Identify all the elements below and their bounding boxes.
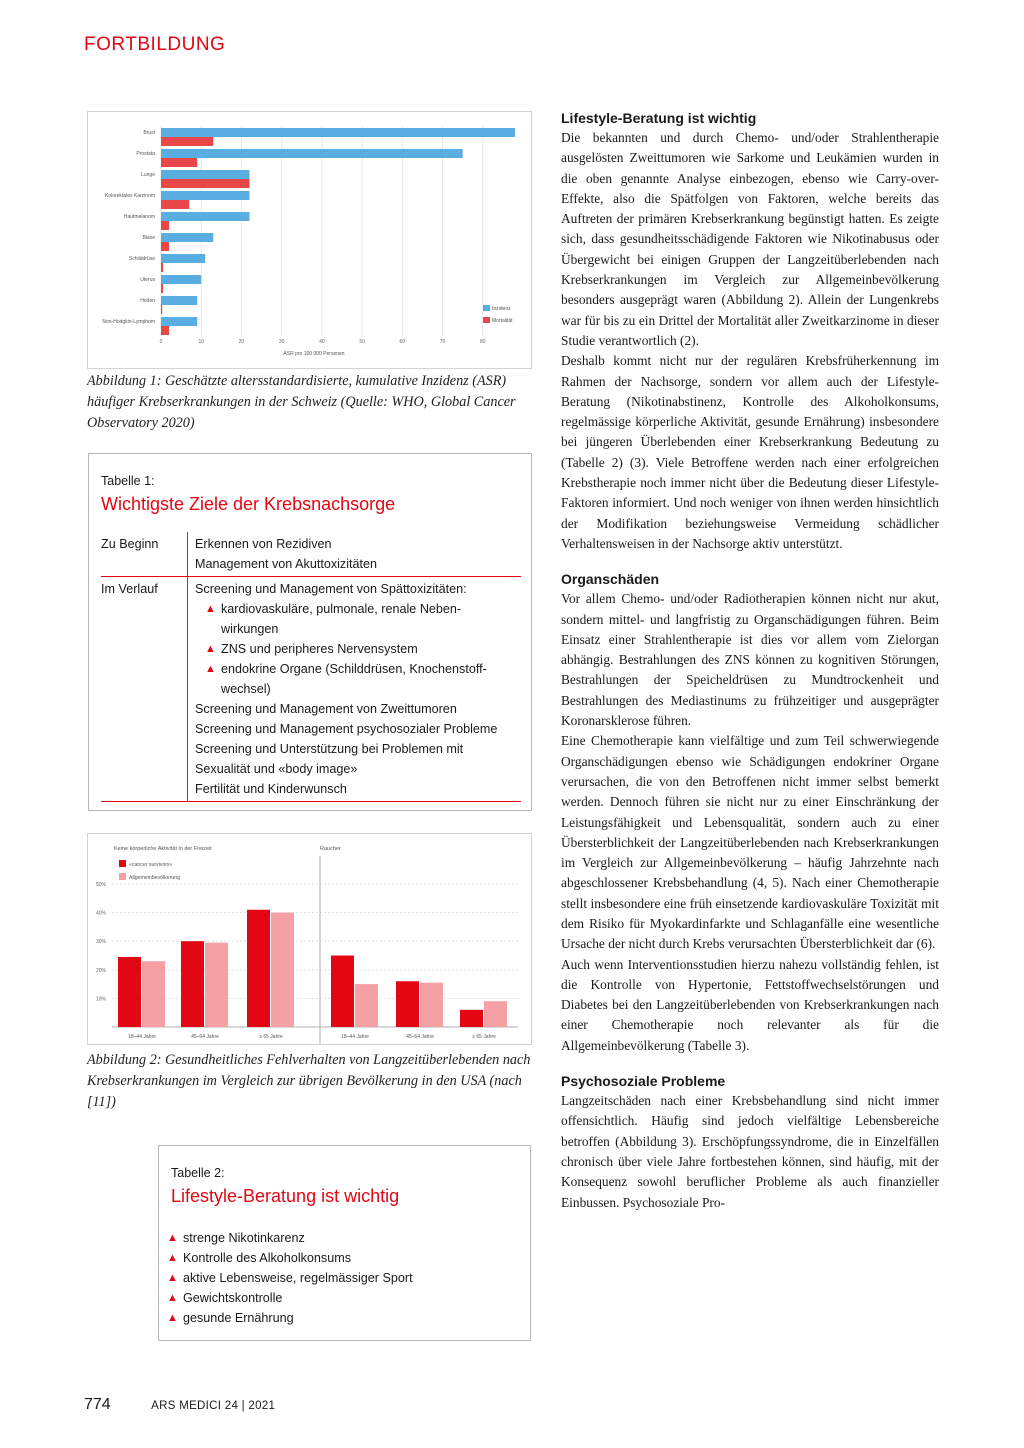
bullet-text: ZNS und peripheres Nervensystem (221, 642, 418, 656)
row-content (187, 532, 521, 576)
figure-1-chart (87, 111, 532, 369)
y-tick-label: 50% (96, 882, 107, 888)
bullet-text: gesunde Ernährung (183, 1311, 294, 1325)
bar-general-population (484, 1001, 507, 1027)
y-tick-label: 10% (96, 996, 107, 1003)
table-2-label: Tabelle 2: (171, 1166, 225, 1180)
bar-cancer-survivors (460, 1010, 483, 1027)
table-1-grid (101, 532, 521, 802)
y-tick-label: 20% (96, 967, 107, 974)
legend-swatch (119, 873, 126, 880)
row-line: Screening und Management psychosozialer Probleme (195, 722, 498, 736)
section-heading: Organschäden (561, 571, 660, 588)
paragraph: Deshalb kommt nicht nur der regulären Krebsfrüherkennung im Rahmen der Nachsorge, sondern vor allem auch der Lifestyle-Beratung (Nikotinabstinenz, Kontrolle des Alkoholkonsums, regelmässige körperliche Aktivität, gesunde Ernährung) insbesondere bei jüngeren Überlebenden einer Krebserkrankung Bedeutung zu (Tabelle 2) (3). Viele Betroffene werden nach einer erfolgreichen Krebstherapie noch immer nicht über die Bedeutung dieser Lifestyle-Faktoren informiert. Und noch weniger von ihnen werden hinsichtlich der Modifikation beziehungsweise Vermeidung schädlicher Verhaltensweisen in der Nachsorge aktiv unterstützt. (561, 353, 939, 551)
section-heading: Psychosoziale Probleme (561, 1073, 726, 1090)
bar-inzidenz (161, 317, 197, 326)
category-label: Blase (142, 235, 155, 241)
category-label: Kolorektales Karzinom (104, 193, 155, 199)
bar-inzidenz (161, 212, 249, 221)
page-number: 774 (84, 1396, 111, 1413)
category-label: ≥ 65 Jahre (259, 1034, 283, 1040)
category-label: Hoden (140, 298, 155, 304)
table-2-title: Lifestyle-Beratung ist wichtig (171, 1186, 400, 1206)
paragraph: Langzeitschäden nach einer Krebsbehandlung sind nicht immer offensichtlich. Häufig sind jedoch vielfältige Lebensbereiche betroffen (Abbildung 3). Erschöpfungssyndrome, die in Einzelfällen chronisch über viele Jahre fortbestehen können, sind häufig, mit der Konsequenz sowohl beruflicher Probleme als auch finanzieller Einbussen. Psychosoziale Pro- (561, 1093, 939, 1210)
bar-mortalität (161, 284, 163, 293)
bar-mortalität (161, 263, 163, 272)
row-line: Fertilität und Kinderwunsch (195, 782, 347, 796)
category-label: Hautmelanom (123, 214, 155, 220)
bar-inzidenz (161, 191, 249, 200)
triangle-bullet-icon: ▲ (205, 643, 216, 655)
paragraph: Auch wenn Interventionsstudien hierzu nahezu vollständig fehlen, ist die Kontrolle von Hypertonie, Fettstoffwechselstörungen und Diabetes bei den Langzeitüberlebenden von Krebserkrankungen nach einer Chemotherapie noch relevanter als für die Allgemeinbevölkerung (Tabelle 3). (561, 956, 939, 1053)
bar-mortalität (161, 158, 197, 167)
y-tick-label: 30% (96, 939, 107, 946)
bar-mortalität (161, 200, 189, 209)
x-tick-label: 20 (238, 339, 245, 345)
bar-general-population (420, 983, 443, 1027)
bar-general-population (142, 961, 165, 1027)
bar-inzidenz (161, 275, 201, 284)
row-content (187, 577, 521, 801)
bar-inzidenz (161, 170, 249, 179)
row-line: Screening und Management von Spättoxizitäten: (195, 582, 467, 596)
bar-mortalität (161, 137, 213, 146)
category-label: 45–64 Jahre (191, 1034, 219, 1040)
row-label: Im Verlauf (101, 582, 158, 596)
bar-mortalität (161, 305, 162, 314)
bar-mortalität (161, 326, 169, 335)
figure-2-caption: Abbildung 2: Gesundheitliches Fehlverhalten von Langzeitüberlebenden nach Krebserkrankungen im Vergleich zur übrigen Bevölkerung in den USA (nach [11]) (87, 1052, 531, 1110)
page-footer (84, 1396, 275, 1414)
triangle-bullet-icon: ▲ (167, 1292, 178, 1304)
section-heading: Lifestyle-Beratung ist wichtig (561, 110, 757, 126)
bullet-text: aktive Lebensweise, regelmässiger Sport (183, 1271, 413, 1285)
row-line: Erkennen von Rezidiven (195, 537, 332, 551)
section-header: FORTBILDUNG (84, 34, 226, 55)
table-2 (158, 1145, 531, 1341)
legend-swatch (119, 860, 126, 867)
triangle-bullet-icon: ▲ (167, 1232, 178, 1244)
bar-cancer-survivors (118, 957, 141, 1027)
bullet-text: strenge Nikotinkarenz (183, 1231, 305, 1245)
panel-title: Keine körperliche Aktivität in der Freizeit (114, 846, 212, 852)
bullet-text: kardiovaskuläre, pulmonale, renale Neben- wirkungen (221, 602, 462, 636)
category-label: 45–64 Jahre (406, 1034, 434, 1040)
triangle-bullet-icon: ▲ (205, 663, 216, 675)
bullet-item (167, 1308, 413, 1328)
bar-general-population (205, 943, 228, 1027)
x-tick-label: 80 (479, 339, 486, 345)
x-tick-label: 0 (159, 339, 163, 345)
x-tick-label: 40 (319, 339, 325, 345)
category-label: Lunge (141, 172, 155, 178)
category-label: 18–44 Jahre (341, 1034, 369, 1040)
x-tick-label: 10 (198, 339, 205, 345)
bar-cancer-survivors (247, 910, 270, 1027)
bullet-item (195, 599, 521, 639)
bar-inzidenz (161, 254, 205, 263)
figure-2-chart (87, 833, 532, 1045)
bar-cancer-survivors (396, 981, 419, 1027)
row-line: Screening und Management von Zweittumoren (195, 702, 457, 716)
legend-swatch (483, 305, 490, 311)
bar-inzidenz (161, 296, 197, 305)
bullet-text: endokrine Organe (Schilddrüsen, Knochenstoff- wechsel) (221, 662, 487, 696)
row-label: Zu Beginn (101, 537, 159, 551)
x-tick-label: 70 (439, 339, 446, 345)
table-2-list (167, 1228, 413, 1328)
x-tick-label: 50 (359, 339, 365, 345)
paragraph: Eine Chemotherapie kann vielfältige und zum Teil schwerwiegende Organschädigungen ebenso wie Schädigungen endokriner Organe verursachen, die von den Betroffenen nicht immer selbst bemerkt werden. Dennoch führen sie nicht nur zu einer Einschränkung der Leistungsfähigkeit und Lebensqualität, sondern auch zu einer Übersterblichkeit der Langzeitüberlebenden nach Krebserkrankungen im Vergleich zur Allgemeinbevölkerung – häufig Jahrzehnte nach abgeschlossener Krebsbehandlung (4, 5). Nach einer Chemotherapie stellt insbesondere eine früh einsetzende kardiovaskuläre Toxizität mit dem Risiko für Myokardinfarkte und Schlaganfälle eine wesentliche Ursache der nicht durch Krebs verursachten Übersterblichkeit dar (6). (561, 733, 939, 952)
paragraph: Vor allem Chemo- und/oder Radiotherapien können nicht nur akut, sondern mittel- und langfristig zu Organschädigungen führen. Beim Einsatz einer Strahlentherapie ist dies vor allem vom Zielorgan abhängig. Bestrahlungen des ZNS können zu kognitiven Störungen, Bestrahlungen der Speicheldrüsen zu Mundtrockenheit und Bestrahlungen des Mediastinums zu frühzeitiger und ausgeprägter Koronarsklerose führen. (561, 591, 939, 729)
category-label: Non-Hodgkin-Lymphom (102, 319, 155, 325)
x-tick-label: 30 (278, 339, 285, 345)
bullet-item (167, 1248, 413, 1268)
x-axis-label: ASR pro 100 000 Personen (283, 351, 345, 357)
triangle-bullet-icon: ▲ (167, 1252, 178, 1264)
category-label: Prostata (136, 151, 155, 157)
category-label: 18–44 Jahre (128, 1034, 156, 1040)
bar-mortalität (161, 242, 169, 251)
bar-mortalität (161, 221, 169, 230)
legend-swatch (483, 317, 490, 323)
triangle-bullet-icon: ▲ (167, 1312, 178, 1324)
y-tick-label: 40% (96, 910, 107, 917)
category-label: Schilddrüse (128, 256, 155, 262)
bullet-text: Kontrolle des Alkoholkonsums (183, 1251, 352, 1265)
category-label: Brust (143, 130, 155, 136)
row-line: Screening und Unterstützung bei Problemen mit Sexualität und «body image» (195, 742, 464, 776)
triangle-bullet-icon: ▲ (167, 1272, 178, 1284)
x-tick-label: 60 (399, 339, 406, 345)
bar-general-population (355, 984, 378, 1027)
legend-label: Mortalität (492, 318, 513, 324)
bullet-item (167, 1268, 413, 1288)
bullet-item (195, 639, 521, 659)
table-1-title: Wichtigste Ziele der Krebsnachsorge (101, 494, 396, 514)
paragraph: Die bekannten und durch Chemo- und/oder Strahlentherapie ausgelösten Zweittumoren wie Sarkome und Leukämien wurden in die oben genannte Analyse einbezogen, ebenso wie Carry-over-Effekte, also die Spätfolgen von Faktoren, welche bereits das Auftreten der primären Krebserkrankung begünstigt hatten. Es zeigte sich, dass gesundheitsschädigende Faktoren wie Nikotinabusus oder Übergewicht bei einigen Gruppen der Langzeitüberlebenden nach Krebserkrankungen im Vergleich zur Allgemeinbevölkerung besonders ausgeprägt waren (Abbildung 2). Allein der Lungenkrebs war für bis zu ein Drittel der Mortalität aller Zweitkarzinome in dieser Studie verantwortlich (2). (561, 130, 939, 348)
bar-inzidenz (161, 149, 463, 158)
bar-cancer-survivors (331, 956, 354, 1028)
bar-inzidenz (161, 233, 213, 242)
triangle-bullet-icon: ▲ (205, 603, 216, 615)
bullet-item (167, 1288, 413, 1308)
bullet-text: Gewichtskontrolle (183, 1291, 283, 1305)
table-row (101, 577, 521, 802)
row-line: Management von Akuttoxizitäten (195, 557, 378, 571)
bar-mortalität (161, 179, 249, 188)
article-column (561, 108, 939, 1213)
journal-name: ARS MEDICI 24 | 2021 (151, 1400, 276, 1412)
figure-1-caption: Abbildung 1: Geschätzte altersstandardisierte, kumulative Inzidenz (ASR) häufiger Krebserkrankungen in der Schweiz (Quelle: WHO, Global Cancer Observatory 2020) (87, 373, 516, 431)
table-row (101, 532, 521, 577)
table-1 (88, 453, 532, 811)
panel-title: Raucher (320, 846, 341, 852)
legend-label: Allgemeinbevölkerung (129, 875, 181, 881)
bullet-item (195, 659, 521, 699)
bar-cancer-survivors (181, 941, 204, 1027)
category-label: ≥ 65 Jahre (472, 1034, 496, 1040)
bar-inzidenz (161, 128, 515, 137)
bar-general-population (271, 913, 294, 1027)
category-label: Uterus (140, 277, 155, 283)
legend-label: Inzidenz (492, 306, 511, 312)
legend-label: «cancer survivors» (129, 862, 173, 868)
bullet-item (167, 1228, 413, 1248)
table-1-label: Tabelle 1: (101, 474, 155, 488)
